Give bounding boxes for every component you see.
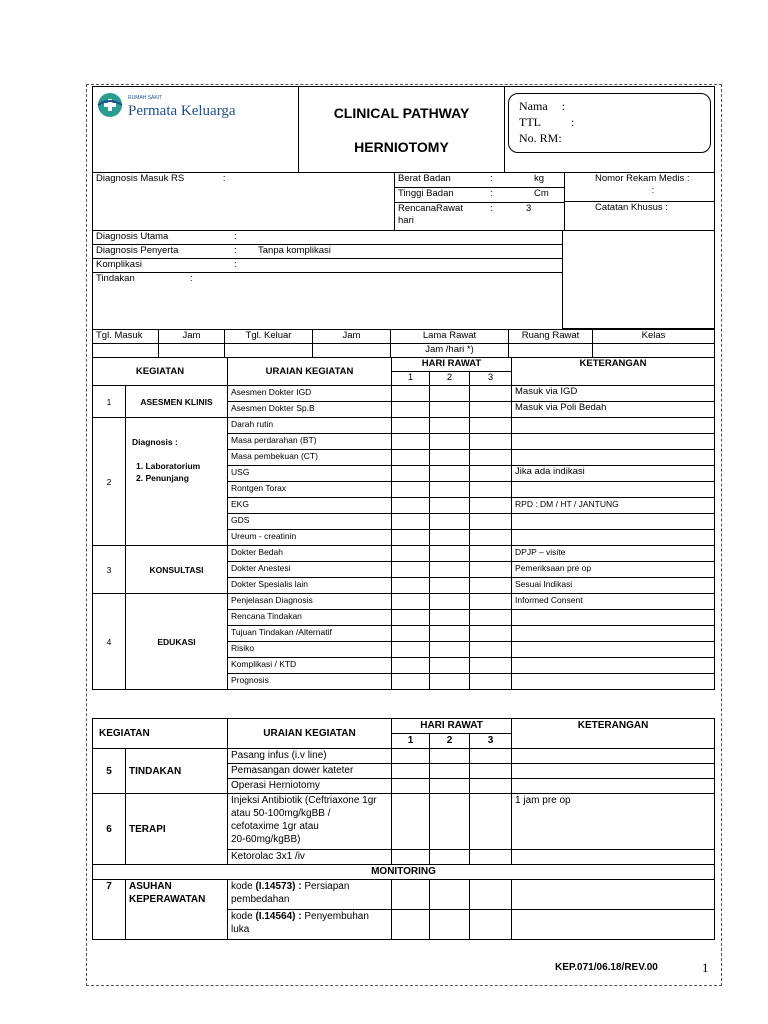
- table-row: GDS: [228, 514, 392, 530]
- row-note: [512, 482, 715, 498]
- table-row: Prognosis: [228, 674, 392, 690]
- group-7-name-2: KEPERAWATAN: [129, 894, 206, 905]
- table-row: Komplikasi / KTD: [228, 658, 392, 674]
- table-row: Darah rutin: [228, 418, 392, 434]
- day-1-header-2: 1: [392, 734, 430, 749]
- activity-table-2: [92, 718, 715, 940]
- row-note: [512, 626, 715, 642]
- table-row: Pasang infus (i.v line): [228, 749, 392, 764]
- terapi-item-1: Injeksi Antibiotik (Ceftriaxone 1gr atau 50-100mg/kgBB / cefotaxime 1gr atau 20-60mg/kgBB): [228, 794, 392, 850]
- group-4-name: EDUKASI: [126, 594, 228, 690]
- row-note: Masuk via Poli Bedah: [512, 402, 715, 418]
- rencana-rawat-label: RencanaRawat: [398, 203, 463, 214]
- keterangan-header-2: KETERANGAN: [512, 719, 715, 734]
- row-note: [512, 610, 715, 626]
- table-row: Ketorolac 3x1 /iv: [228, 850, 392, 865]
- diagnosis-utama-label: Diagnosis Utama: [96, 231, 169, 242]
- row-note: [512, 434, 715, 450]
- day-2-header-2: 2: [430, 734, 470, 749]
- row-note: [512, 514, 715, 530]
- day-2-header: 2: [430, 372, 470, 386]
- table-row: Tujuan Tindakan /Alternatif: [228, 626, 392, 642]
- ruang-rawat-label: Ruang Rawat: [509, 330, 593, 344]
- body-metrics-cell: Berat Badan : kg Tinggi Badan : Cm RencanaRawat : 3 hari: [395, 173, 565, 231]
- tinggi-badan-label: Tinggi Badan: [398, 188, 454, 199]
- ttl-label: TTL: [519, 115, 541, 129]
- table-row: Asesmen Dokter Sp.B: [228, 402, 392, 418]
- group-4-number: 4: [93, 594, 126, 690]
- row-note: 1 jam pre op: [512, 794, 715, 850]
- komplikasi-label: Komplikasi: [96, 259, 142, 270]
- group-2-sub1: 1. Laboratorium: [136, 460, 201, 471]
- title-cell: [299, 87, 505, 173]
- hari-rawat-header: HARI RAWAT: [392, 358, 512, 372]
- patient-info-table: [92, 172, 715, 231]
- row-note: Jika ada indikasi: [512, 466, 715, 482]
- table-row: Dokter Spesialis lain: [228, 578, 392, 594]
- diagnosis-table: Diagnosis Utama : Diagnosis Penyerta : Tanpa komplikasi Komplikasi : Tindakan :: [92, 230, 715, 329]
- group-5-number: 5: [93, 749, 126, 794]
- jam-hari-label: Jam /hari *): [391, 344, 509, 358]
- patient-id-box: Nama : TTL : No. RM:: [508, 93, 711, 153]
- group-2-name: Diagnosis :: [132, 436, 178, 447]
- group-2-name-cell: [126, 418, 228, 546]
- day-1-header: 1: [392, 372, 430, 386]
- row-note: [512, 530, 715, 546]
- row-note: [512, 450, 715, 466]
- hospital-logo-icon: [96, 91, 124, 119]
- berat-unit: kg: [534, 173, 545, 184]
- row-note: [512, 642, 715, 658]
- table-row: Pemasangan dower kateter: [228, 764, 392, 779]
- table-row: Risiko: [228, 642, 392, 658]
- page-subtitle: HERNIOTOMY: [354, 138, 449, 155]
- tinggi-unit: Cm: [534, 188, 549, 199]
- berat-badan-label: Berat Badan: [398, 173, 451, 184]
- clinical-pathway-form: [92, 86, 714, 940]
- row-note: Pemeriksaan pre op: [512, 562, 715, 578]
- monitoring-header: MONITORING: [93, 865, 715, 880]
- row-note: DPJP – visite: [512, 546, 715, 562]
- kelas-label: Kelas: [593, 330, 715, 344]
- row-note: Sesuai Indikasi: [512, 578, 715, 594]
- logo-small-text: RUMAH SAKIT: [128, 94, 163, 101]
- uraian-header-2: URAIAN KEGIATAN: [228, 719, 392, 749]
- logo-name: Permata Keluarga: [128, 102, 236, 119]
- table-row: EKG: [228, 498, 392, 514]
- diagnosis-penyerta-label: Diagnosis Penyerta: [96, 245, 179, 256]
- rm-cell: Nomor Rekam Medis : : Catatan Khusus :: [565, 173, 715, 231]
- hari-rawat-header-2: HARI RAWAT: [392, 719, 512, 734]
- diagnosis-masuk-label: Diagnosis Masuk RS: [96, 173, 185, 184]
- row-note: Masuk via IGD: [512, 386, 715, 402]
- logo-cell: [93, 87, 299, 173]
- table-row: Asesmen Dokter IGD: [228, 386, 392, 402]
- catatan-area: [563, 231, 715, 329]
- jam-masuk-label: Jam: [159, 330, 225, 344]
- no-rm-label: No. RM: [519, 131, 559, 145]
- page-title: CLINICAL PATHWAY: [333, 104, 470, 121]
- kegiatan-header-2: KEGIATAN: [93, 719, 228, 749]
- group-2-sub2: 2. Penunjang: [136, 472, 189, 483]
- day-3-header: 3: [470, 372, 512, 386]
- asuhan-item-2: kode (I.14564) : Penyembuhan luka: [228, 910, 392, 940]
- kegiatan-header: KEGIATAN: [93, 358, 228, 386]
- group-2-number: 2: [93, 418, 126, 546]
- dates-table: [92, 329, 715, 358]
- group-7-number: 7: [93, 880, 126, 940]
- group-3-name: KONSULTASI: [126, 546, 228, 594]
- document-code: KEP.071/06.18/REV.00: [555, 962, 658, 973]
- uraian-header: URAIAN KEGIATAN: [228, 358, 392, 386]
- group-5-name: TINDAKAN: [126, 749, 228, 794]
- day-3-header-2: 3: [470, 734, 512, 749]
- group-7-name-cell: [126, 880, 228, 940]
- activity-table-1: [92, 357, 715, 690]
- rencana-rawat-value: 3: [526, 203, 532, 214]
- row-note: [512, 658, 715, 674]
- table-row: Dokter Anestesi: [228, 562, 392, 578]
- jam-keluar-label: Jam: [313, 330, 391, 344]
- page-number: 1: [702, 960, 709, 975]
- tindakan-label: Tindakan: [96, 273, 135, 284]
- asuhan-item-1: kode (I.14573) : Persiapan pembedahan: [228, 880, 392, 910]
- table-row: Dokter Bedah: [228, 546, 392, 562]
- tgl-keluar-label: Tgl. Keluar: [225, 330, 313, 344]
- table-row: USG: [228, 466, 392, 482]
- group-1-number: 1: [93, 386, 126, 418]
- row-note: [512, 418, 715, 434]
- header-table: [92, 86, 715, 173]
- catatan-khusus-label: Catatan Khusus :: [595, 202, 668, 213]
- keterangan-header: KETERANGAN: [512, 358, 715, 372]
- nama-label: Nama: [519, 99, 548, 113]
- table-row: Masa perdarahan (BT): [228, 434, 392, 450]
- table-row: Rontgen Torax: [228, 482, 392, 498]
- lama-rawat-label: Lama Rawat: [391, 330, 509, 344]
- group-6-name: TERAPI: [126, 794, 228, 865]
- nomor-rm-label: Nomor Rekam Medis :: [595, 173, 690, 184]
- table-row: Penjelasan Diagnosis: [228, 594, 392, 610]
- group-6-number: 6: [93, 794, 126, 865]
- table-row: Ureum - creatinin: [228, 530, 392, 546]
- diagnosis-masuk-cell: Diagnosis Masuk RS :: [93, 173, 395, 231]
- rencana-hari-label: hari: [398, 215, 414, 226]
- table-row: Operasi Herniotomy: [228, 779, 392, 794]
- tgl-masuk-label: Tgl. Masuk: [93, 330, 159, 344]
- patient-id-cell: [505, 87, 715, 173]
- group-1-name: ASESMEN KLINIS: [126, 386, 228, 418]
- row-note: RPD : DM / HT / JANTUNG: [512, 498, 715, 514]
- table-row: Rencana Tindakan: [228, 610, 392, 626]
- group-3-number: 3: [93, 546, 126, 594]
- group-7-name-1: ASUHAN: [129, 881, 172, 892]
- row-note: Informed Consent: [512, 594, 715, 610]
- row-note: [512, 674, 715, 690]
- table-row: Masa pembekuan (CT): [228, 450, 392, 466]
- diagnosis-penyerta-value: Tanpa komplikasi: [258, 245, 331, 256]
